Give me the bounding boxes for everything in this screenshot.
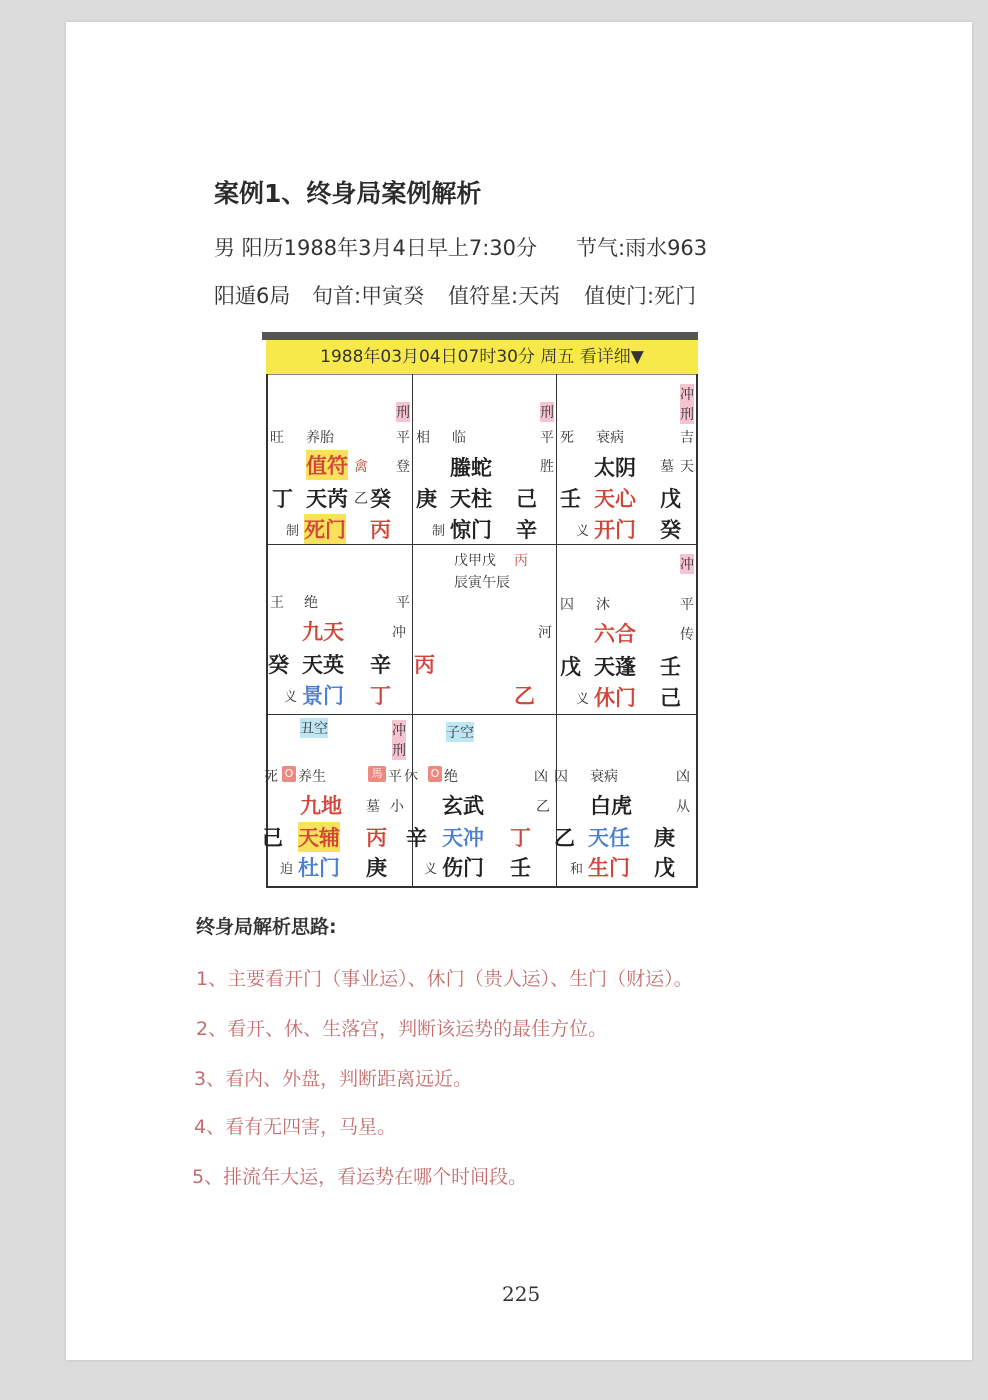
stem-label: 丁	[272, 487, 293, 511]
star-label: 天冲	[442, 826, 484, 850]
page-number: 225	[502, 1282, 541, 1306]
label: 凶	[534, 769, 548, 785]
stem-label: 丁	[510, 826, 531, 850]
solar-term: 节气:雨水963	[576, 236, 708, 260]
ju-number: 阳遁6局	[214, 284, 291, 308]
state-label: 临	[452, 430, 466, 446]
label: 死	[264, 769, 278, 785]
list-item: 4、看有无四害，马星。	[194, 1116, 397, 1138]
label: 义	[576, 524, 590, 539]
xun-shou: 旬首:甲寅癸	[312, 284, 425, 308]
stem-label: 己	[516, 487, 537, 511]
grid-line	[266, 374, 268, 888]
stem-label: 庚	[654, 826, 675, 850]
door-label: 生门	[588, 856, 630, 880]
stem-label: 庚	[366, 856, 387, 880]
star-label: 天蓬	[594, 655, 636, 679]
label: 传	[680, 627, 694, 643]
label: 平	[396, 430, 410, 446]
label: 义	[424, 862, 438, 877]
chong-mark: 冲	[392, 720, 406, 740]
list-item: 2、看开、休、生落宫，判断该运势的最佳方位。	[196, 1018, 608, 1040]
stem-label: 癸	[268, 653, 289, 677]
stem-label: 庚	[416, 487, 437, 511]
label: 墓	[660, 459, 674, 475]
star-label: 天心	[594, 487, 636, 511]
stem-label: 癸	[660, 518, 681, 542]
xing-mark: 刑	[680, 404, 694, 424]
label: 死	[560, 430, 574, 446]
case-title: 案例1、终身局案例解析	[214, 179, 482, 208]
document-page	[66, 22, 972, 1360]
label: 河	[538, 625, 552, 641]
star-label: 天芮	[306, 487, 348, 511]
stem-label: 丙	[370, 518, 391, 542]
circle-mark: O	[428, 766, 442, 782]
door-label: 惊门	[450, 518, 492, 542]
state-label: 绝	[304, 595, 318, 611]
door-label: 死门	[304, 514, 346, 544]
god-label: 太阴	[594, 456, 636, 480]
label: 平	[396, 595, 410, 611]
label: 旺	[270, 430, 284, 446]
circle-mark: O	[282, 766, 296, 782]
label: 戊甲戊	[454, 553, 496, 569]
zhi-shi-door: 值使门:死门	[584, 284, 697, 308]
door-label: 开门	[594, 518, 636, 542]
label: 吉	[680, 430, 694, 446]
star-label: 天英	[302, 653, 344, 677]
stem-label: 壬	[560, 487, 581, 511]
state-label: 养胎	[306, 430, 334, 446]
label: 登	[396, 459, 410, 475]
label: 平	[540, 430, 554, 446]
label: 休	[404, 769, 418, 785]
xing-mark: 刑	[396, 402, 410, 422]
grid-line	[266, 714, 698, 715]
star-label: 天任	[588, 826, 630, 850]
god-label: 值符	[306, 450, 348, 480]
label: 平	[388, 769, 402, 785]
label: 天	[680, 459, 694, 475]
chart-header[interactable]: 1988年03月04日07时30分 周五 看详细▼	[266, 340, 698, 375]
label: 辰寅午辰	[454, 575, 510, 591]
label: 丙	[514, 553, 528, 569]
list-item: 5、排流年大运，看运势在哪个时间段。	[192, 1166, 528, 1188]
label: 义	[284, 690, 298, 705]
stem-label: 辛	[516, 518, 537, 542]
stem-label: 戊	[654, 856, 675, 880]
qimen-chart	[256, 332, 698, 888]
chart-top-bar	[262, 332, 698, 340]
zhi-fu-star: 值符星:天芮	[448, 284, 561, 308]
stem-label: 己	[660, 686, 681, 710]
star-label: 天柱	[450, 487, 492, 511]
xing-mark: 刑	[540, 402, 554, 422]
label: 乙	[536, 799, 550, 815]
state-label: 养生	[298, 769, 326, 785]
list-item: 1、主要看开门（事业运）、休门（贵人运）、生门（财运）。	[196, 968, 693, 990]
list-item: 3、看内、外盘，判断距离远近。	[194, 1068, 473, 1090]
label: 乙	[354, 491, 368, 507]
label: 平	[680, 597, 694, 613]
stem-label: 戊	[660, 487, 681, 511]
stem-label: 癸	[370, 487, 391, 511]
kong-mark: 丑空	[300, 718, 328, 738]
label: 小	[390, 799, 404, 815]
label: 和	[570, 862, 584, 877]
label: 囚	[554, 769, 568, 785]
stem-label: 丙	[414, 653, 435, 677]
grid-line	[412, 374, 413, 888]
label: 胜	[540, 459, 554, 475]
door-label: 景门	[302, 684, 344, 708]
stem-label: 丁	[370, 684, 391, 708]
label: 义	[576, 692, 590, 707]
label: 从	[676, 799, 690, 815]
grid-line	[696, 374, 698, 888]
grid-line	[556, 374, 557, 888]
label: 冲	[392, 625, 406, 641]
god-label: 九地	[300, 794, 342, 818]
label: 凶	[676, 769, 690, 785]
star-label: 天辅	[298, 822, 340, 852]
stem-label: 己	[262, 826, 283, 850]
label: 墓	[366, 799, 380, 815]
god-label: 螣蛇	[450, 456, 492, 480]
god-label: 玄武	[442, 794, 484, 818]
kong-mark: 子空	[446, 722, 474, 742]
label: 王	[270, 595, 284, 611]
state-label: 衰病	[596, 430, 624, 446]
section-title: 终身局解析思路:	[196, 916, 337, 938]
label: 囚	[560, 597, 574, 613]
state-label: 绝	[444, 769, 458, 785]
door-label: 伤门	[442, 856, 484, 880]
label: 制	[432, 524, 446, 539]
label: 迫	[280, 862, 294, 877]
stem-label: 乙	[554, 826, 575, 850]
door-label: 杜门	[298, 856, 340, 880]
xing-mark: 刑	[392, 740, 406, 760]
stem-label: 辛	[406, 826, 427, 850]
grid-line	[266, 886, 698, 888]
door-label: 休门	[594, 686, 636, 710]
state-label: 衰病	[590, 769, 618, 785]
horse-star-mark: 馬	[368, 766, 386, 782]
state-label: 沐	[596, 597, 610, 613]
label: 禽	[354, 459, 368, 475]
stem-label: 乙	[514, 684, 535, 708]
god-label: 白虎	[590, 794, 632, 818]
stem-label: 壬	[510, 856, 531, 880]
label: 相	[416, 430, 430, 446]
god-label: 六合	[594, 622, 636, 646]
chong-mark: 冲	[680, 554, 694, 574]
stem-label: 丙	[366, 826, 387, 850]
stem-label: 辛	[370, 653, 391, 677]
stem-label: 壬	[660, 655, 681, 679]
birth-info: 男 阳历1988年3月4日早上7:30分	[214, 236, 537, 260]
grid-line	[266, 544, 698, 545]
stem-label: 戊	[560, 655, 581, 679]
label: 制	[286, 524, 300, 539]
god-label: 九天	[302, 620, 344, 644]
chong-mark: 冲	[680, 384, 694, 404]
